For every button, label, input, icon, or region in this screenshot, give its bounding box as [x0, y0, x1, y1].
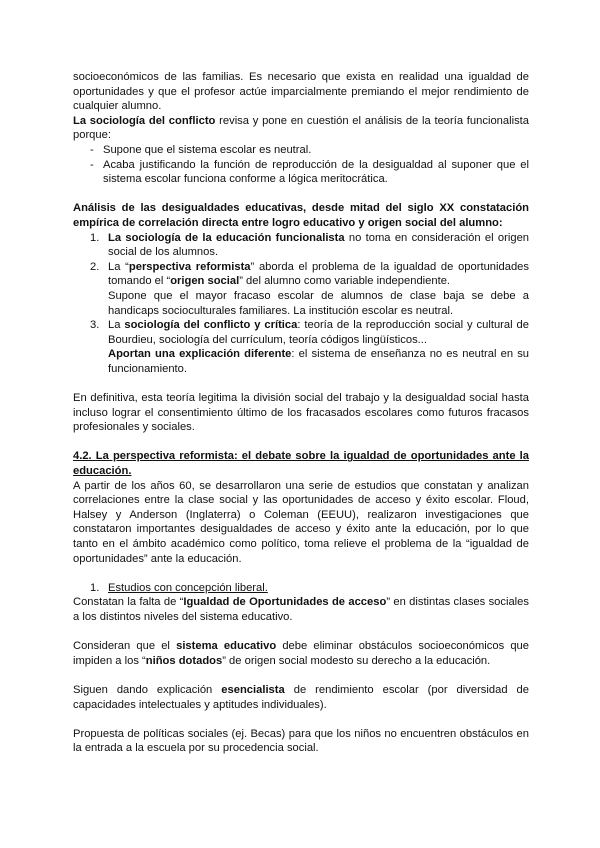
paragraph-siguen: [73, 683, 529, 712]
text: debe eliminar obstáculos socioeconómicos que impiden a los “: [73, 640, 529, 667]
analysis-heading: [73, 201, 529, 230]
list-number: 1.: [90, 231, 100, 244]
text: de rendimiento escolar (por diversidad de capacidades intelectuales y aptitudes individuales).: [73, 683, 529, 711]
list-text: ” aborda el problema de la igualdad de oportunidades tomando el “: [108, 260, 529, 288]
text: Consideran que el: [73, 640, 177, 653]
section-title: [73, 449, 529, 478]
list-item: - Acaba justificando la función de reproducción de la desigualdad al suponer que el sistema escolar funciona conforme a lógica meritocrática.: [73, 158, 529, 187]
conflict-term: La sociología del conflicto: [73, 114, 216, 127]
list-number: 3.: [90, 319, 100, 332]
studies-list: [73, 581, 529, 596]
bold-term: sistema educativo: [176, 640, 277, 653]
section-title-text: 4.2. La perspectiva reformista: el debate sobre la igualdad de oportunidades ante la educación.: [73, 450, 529, 478]
bold-term: esencialista: [221, 683, 285, 696]
list-number: 1.: [90, 581, 100, 594]
list-item-extra: [108, 347, 529, 376]
paragraph-propuesta: Propuesta de políticas sociales (ej. Becas) para que los niños no encuentren obstáculos en la entrada a la escuela por su procedencia social.: [73, 727, 529, 755]
list-text: La: [108, 319, 125, 332]
paragraph-60s: A partir de los años 60, se desarrollaron una serie de estudios que constatan y analizan correlaciones entre la clase social y las oportunidades de acceso y éxito escolar. Floud, Halsey y Anderson (Inglaterra) o Coleman (EEUU), realizaron investigaciones que constataron importantes desigualdades de acceso y éxito ante la educación, por lo que tanto en el ámbito académico como político, toma relieve el problema de la “igualdad de oportunidades” ante la educación.: [73, 479, 529, 565]
list-item-extra: Supone que el mayor fracaso escolar de alumnos de clase baja se debe a handicaps socioculturales familiares. La institución escolar es neutral.: [108, 289, 529, 317]
list-number: 2.: [90, 260, 100, 273]
numbered-list: [73, 231, 529, 377]
list-text: : teoría de la reproducción social y cultural de Bourdieu, sociología del currículum, teoría códigos lingüísticos...: [108, 319, 529, 346]
list-item: [73, 260, 529, 318]
bold-term: Igualdad de Oportunidades de acceso: [183, 596, 387, 609]
text: Siguen dando explicación: [73, 683, 222, 696]
paragraph-conflict-intro: [73, 114, 529, 143]
list-text: : el sistema de enseñanza no es neutral en su funcionamiento.: [108, 348, 530, 375]
conflict-list: [73, 143, 529, 187]
list-item: [73, 231, 529, 260]
bold-term: origen social: [170, 275, 240, 288]
paragraph-constatan: [73, 595, 529, 624]
paragraph-consideran: [73, 639, 529, 668]
studies-heading: Estudios con concepción liberal.: [108, 581, 268, 594]
text: ” en distintas clases sociales a los distintos niveles del sistema educativo.: [73, 596, 529, 623]
conflict-intro-text: revisa y pone en cuestión el análisis de la teoría funcionalista porque:: [73, 114, 530, 142]
list-item: - Supone que el sistema escolar es neutral.: [73, 143, 529, 158]
list-text: ” del alumno como variable independiente.: [239, 275, 451, 288]
paragraph-definitiva: En definitiva, esta teoría legitima la división social del trabajo y la desigualdad social hasta incluso lograr el consentimiento último de los fracasados escolares como futuros fracasos profesionales y sociales.: [73, 392, 529, 434]
document-page: [73, 70, 529, 756]
list-item: [73, 581, 529, 596]
bold-term: La sociología de la educación funcionalista: [108, 231, 345, 244]
text: Constatan la falta de “: [73, 596, 184, 609]
bold-term: perspectiva reformista: [128, 260, 251, 273]
list-text: La “: [108, 260, 129, 273]
bold-term: sociología del conflicto y crítica: [124, 319, 298, 332]
analysis-heading-text: Análisis de las desigualdades educativas, desde mitad del siglo XX constatación empírica de correlación directa entre logro educativo y origen social del alumno:: [73, 202, 529, 229]
list-item: [73, 318, 529, 376]
bold-term: niños dotados: [145, 654, 223, 667]
paragraph-socioeconomic: socioeconómicos de las familias. Es necesario que exista en realidad una igualdad de oportunidades y que el profesor actúe imparcialmente premiando el mejor rendimiento de cualquier alumno.: [73, 71, 529, 113]
bold-term: Aportan una explicación diferente: [108, 348, 292, 361]
list-text: no toma en consideración el origen social de los alumnos.: [108, 231, 530, 259]
text: ” de origen social modesto su derecho a la educación.: [222, 654, 491, 667]
